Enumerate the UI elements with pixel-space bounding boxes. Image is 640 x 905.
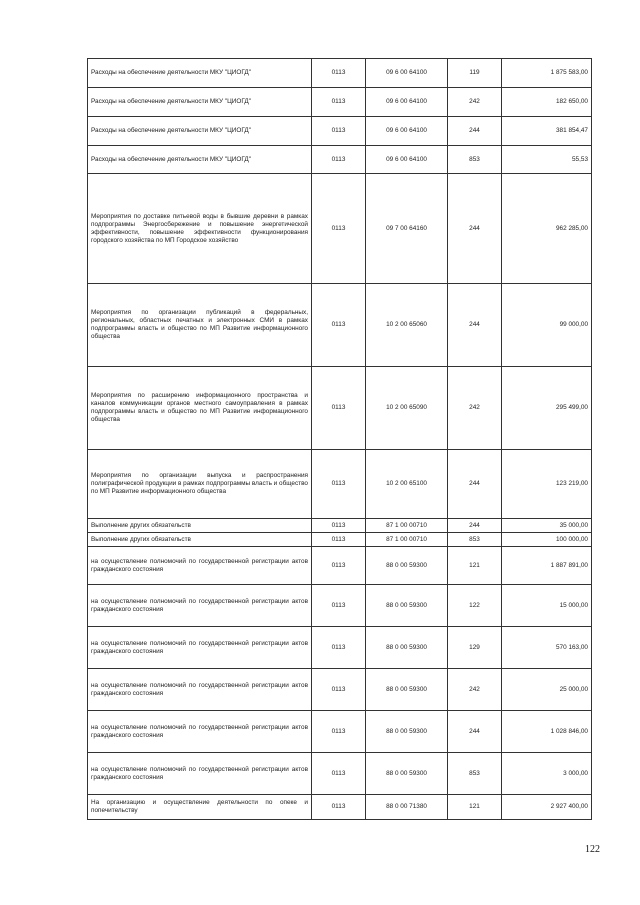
expense-name-cell: на осуществление полномочий по государственной регистрации актов гражданского состояния: [88, 585, 312, 627]
table-row: [88, 88, 592, 117]
amount-cell: 55,53: [502, 146, 592, 174]
section-code-cell: 0113: [312, 450, 366, 519]
amount-cell: 15 000,00: [502, 585, 592, 627]
expense-type-cell: 244: [448, 174, 502, 284]
expense-name-cell: Мероприятия по организации публикаций в федеральных, региональных, областных печатных и электронных СМИ в рамках подпрограммы власть и общество по МП Развитие информационного общества: [88, 284, 312, 367]
section-code-cell: 0113: [312, 519, 366, 533]
expense-type-cell: 122: [448, 585, 502, 627]
target-code-cell: 09 7 00 64160: [366, 174, 448, 284]
section-code-cell: 0113: [312, 669, 366, 711]
expense-name-cell: На организацию и осуществление деятельности по опеке и попечительству: [88, 795, 312, 820]
section-code-cell: 0113: [312, 117, 366, 146]
section-code-cell: 0113: [312, 174, 366, 284]
expense-type-cell: 244: [448, 284, 502, 367]
expense-name-cell: Расходы на обеспечение деятельности МКУ "ЦИОГД": [88, 146, 312, 174]
expense-name-cell: Выполнение других обязательств: [88, 519, 312, 533]
expense-type-cell: 119: [448, 59, 502, 88]
section-code-cell: 0113: [312, 284, 366, 367]
expense-name-cell: Мероприятия по доставке питьевой воды в бывшие деревни в рамках подпрограммы Энергосбережение и повышение энергетической эффективности, повышение эффективности функционирования городского хозяйства по МП Городское хозяйство: [88, 174, 312, 284]
expense-name-cell: на осуществление полномочий по государственной регистрации актов гражданского состояния: [88, 669, 312, 711]
budget-table: [87, 58, 592, 820]
table-row: [88, 367, 592, 450]
target-code-cell: 88 0 00 59300: [366, 711, 448, 753]
amount-cell: 962 285,00: [502, 174, 592, 284]
table-row: [88, 117, 592, 146]
expense-name-cell: Расходы на обеспечение деятельности МКУ "ЦИОГД": [88, 117, 312, 146]
target-code-cell: 88 0 00 59300: [366, 547, 448, 585]
target-code-cell: 09 6 00 64100: [366, 146, 448, 174]
table-row: [88, 174, 592, 284]
expense-type-cell: 853: [448, 753, 502, 795]
expense-type-cell: 242: [448, 669, 502, 711]
expense-name-cell: Расходы на обеспечение деятельности МКУ "ЦИОГД": [88, 88, 312, 117]
amount-cell: 3 000,00: [502, 753, 592, 795]
target-code-cell: 88 0 00 59300: [366, 669, 448, 711]
expense-type-cell: 242: [448, 88, 502, 117]
section-code-cell: 0113: [312, 585, 366, 627]
expense-name-cell: на осуществление полномочий по государственной регистрации актов гражданского состояния: [88, 547, 312, 585]
section-code-cell: 0113: [312, 533, 366, 547]
table-row: [88, 450, 592, 519]
expense-type-cell: 121: [448, 795, 502, 820]
table-row: [88, 533, 592, 547]
expense-name-cell: Мероприятия по расширению информационного пространства и каналов коммуникации органов местного самоуправления в рамках подпрограммы власть и общество по МП Развитие информационного общества: [88, 367, 312, 450]
expense-type-cell: 244: [448, 519, 502, 533]
expense-name-cell: на осуществление полномочий по государственной регистрации актов гражданского состояния: [88, 711, 312, 753]
target-code-cell: 09 6 00 64100: [366, 59, 448, 88]
expense-type-cell: 242: [448, 367, 502, 450]
table-row: [88, 711, 592, 753]
amount-cell: 25 000,00: [502, 669, 592, 711]
section-code-cell: 0113: [312, 367, 366, 450]
section-code-cell: 0113: [312, 795, 366, 820]
target-code-cell: 88 0 00 59300: [366, 753, 448, 795]
amount-cell: 123 219,00: [502, 450, 592, 519]
expense-type-cell: 129: [448, 627, 502, 669]
amount-cell: 1 028 846,00: [502, 711, 592, 753]
amount-cell: 1 887 891,00: [502, 547, 592, 585]
target-code-cell: 09 6 00 64100: [366, 88, 448, 117]
table-row: [88, 519, 592, 533]
target-code-cell: 10 2 00 65090: [366, 367, 448, 450]
amount-cell: 295 499,00: [502, 367, 592, 450]
amount-cell: 100 000,00: [502, 533, 592, 547]
section-code-cell: 0113: [312, 59, 366, 88]
target-code-cell: 10 2 00 65100: [366, 450, 448, 519]
table-row: [88, 753, 592, 795]
target-code-cell: 88 0 00 59300: [366, 627, 448, 669]
expense-name-cell: Расходы на обеспечение деятельности МКУ "ЦИОГД": [88, 59, 312, 88]
target-code-cell: 88 0 00 59300: [366, 585, 448, 627]
section-code-cell: 0113: [312, 146, 366, 174]
target-code-cell: 87 1 00 00710: [366, 533, 448, 547]
expense-type-cell: 853: [448, 533, 502, 547]
expense-name-cell: на осуществление полномочий по государственной регистрации актов гражданского состояния: [88, 627, 312, 669]
table-row: [88, 547, 592, 585]
table-row: [88, 627, 592, 669]
amount-cell: 570 163,00: [502, 627, 592, 669]
target-code-cell: 88 0 00 71380: [366, 795, 448, 820]
expense-type-cell: 121: [448, 547, 502, 585]
table-row: [88, 146, 592, 174]
amount-cell: 2 927 400,00: [502, 795, 592, 820]
section-code-cell: 0113: [312, 753, 366, 795]
section-code-cell: 0113: [312, 627, 366, 669]
expense-name-cell: Выполнение других обязательств: [88, 533, 312, 547]
table-row: [88, 795, 592, 820]
table-row: [88, 585, 592, 627]
section-code-cell: 0113: [312, 547, 366, 585]
table-row: [88, 669, 592, 711]
amount-cell: 1 875 583,00: [502, 59, 592, 88]
section-code-cell: 0113: [312, 88, 366, 117]
target-code-cell: 09 6 00 64100: [366, 117, 448, 146]
budget-table-body: [88, 59, 592, 820]
target-code-cell: 87 1 00 00710: [366, 519, 448, 533]
amount-cell: 182 650,00: [502, 88, 592, 117]
section-code-cell: 0113: [312, 711, 366, 753]
target-code-cell: 10 2 00 65060: [366, 284, 448, 367]
table-row: [88, 284, 592, 367]
expense-type-cell: 244: [448, 450, 502, 519]
table-row: [88, 59, 592, 88]
expense-name-cell: на осуществление полномочий по государственной регистрации актов гражданского состояния: [88, 753, 312, 795]
expense-type-cell: 244: [448, 711, 502, 753]
expense-name-cell: Мероприятия по организации выпуска и распространения полиграфической продукции в рамках подпрограммы власть и общество по МП Развитие информационного общества: [88, 450, 312, 519]
amount-cell: 99 000,00: [502, 284, 592, 367]
expense-type-cell: 853: [448, 146, 502, 174]
amount-cell: 35 000,00: [502, 519, 592, 533]
expense-type-cell: 244: [448, 117, 502, 146]
amount-cell: 381 854,47: [502, 117, 592, 146]
page-number: 122: [585, 844, 600, 855]
